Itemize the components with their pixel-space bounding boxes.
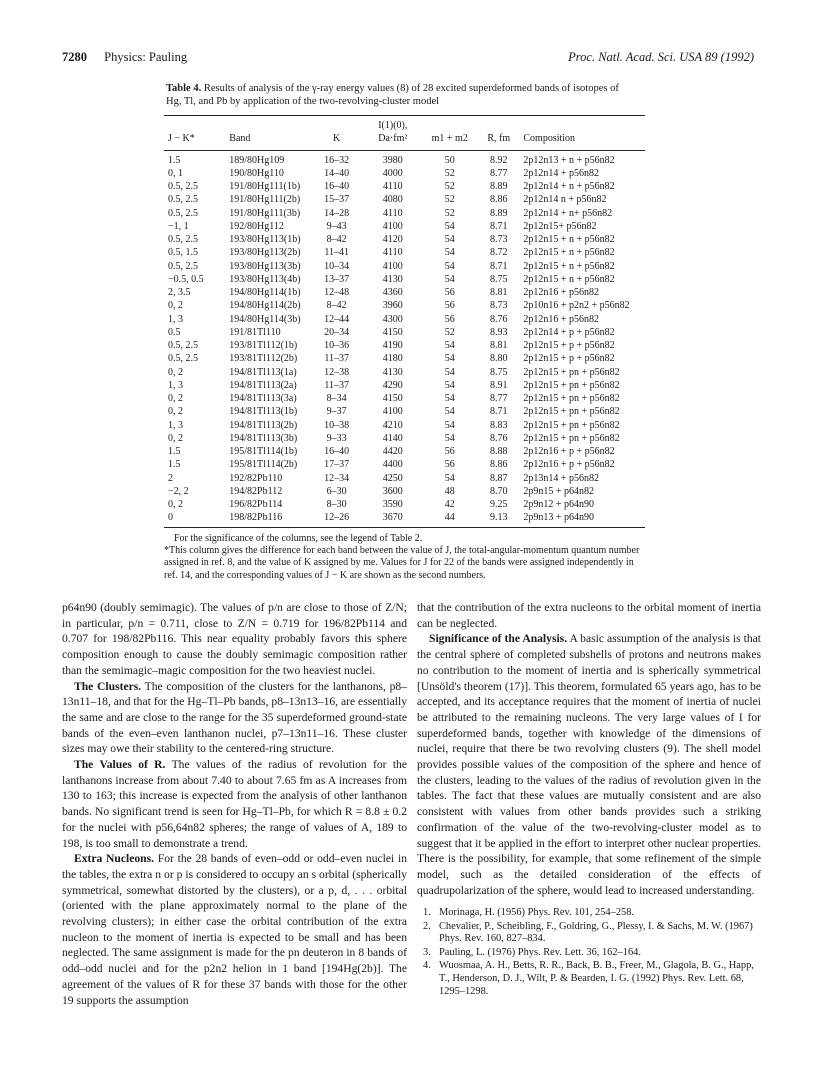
cell-composition: 2p12n16 + p56n82 [523,313,600,325]
table-label: Table 4. [166,83,202,94]
reference-item [417,907,761,920]
cell-j-minus-k: −1, 1 [168,220,189,232]
cell-band: 194/82Pb112 [229,485,283,497]
cell-k: 10–38 [324,419,350,431]
cell-composition: 2p12n15 + pn + p56n82 [523,432,620,444]
cell-j-minus-k: 0, 2 [168,366,183,378]
cell-inertia: 4300 [382,313,403,325]
cell-radius: 9.25 [490,499,508,510]
cell-mass: 54 [444,419,455,431]
cell-inertia: 4290 [382,379,403,391]
table-row [164,458,645,471]
cell-band: 194/81Tl113(2b) [229,419,298,431]
cell-inertia: 4080 [382,194,403,206]
cell-mass: 56 [444,313,455,325]
cell-band: 194/81Tl113(3b) [229,432,298,444]
col-header-inertia-top: I(1)(0), [378,120,408,131]
cell-band: 193/81Tl112(2b) [229,353,298,365]
table-row [164,432,645,445]
paragraph-intro: p64n90 (doubly semimagic). The values of p/n are close to those of Z/N; in particular, p/n = 0.711, close to Z/N = 0.719 for 196/82Pb114 and 0.707 for 198/82Pb116. This near equality probably favors this sphere composition enough to cause the doubly semimagic composition rather than the semimagic–magic composition for the two heaviest nuclei. [62,601,407,677]
table-row [164,220,645,233]
cell-composition: 2p12n15 + p + p56n82 [523,340,615,351]
cell-radius: 8.73 [490,300,508,312]
reference-number: 4. [423,960,431,972]
cell-mass: 56 [444,446,455,457]
cell-k: 9–37 [326,406,347,418]
cell-band: 194/80Hg114(1b) [229,287,301,298]
cell-composition: 2p12n14 n + p56n82 [523,194,607,206]
reference-text: Wuosmaa, A. H., Betts, R. R., Back, B. B., Freer, M., Glagola, B. G., Happ, T., Henderson, D. J., Wilt, P. & Bearden, I. G. (1992) Phys. Rev. Lett. 68, 1295–1298. [439,960,754,997]
table-row [164,260,645,273]
cell-inertia: 3980 [382,154,403,166]
cell-band: 190/80Hg110 [229,167,284,179]
cell-inertia: 3960 [382,300,403,312]
cell-inertia: 4120 [382,234,403,245]
cell-composition: 2p9n15 + p64n82 [523,485,595,497]
cell-radius: 8.81 [490,340,508,351]
cell-composition: 2p12n15 + n + p56n82 [523,247,615,259]
cell-band: 189/80Hg109 [229,154,285,166]
cell-k: 16–40 [324,181,350,192]
cell-j-minus-k: 0.5, 2.5 [168,340,198,351]
cell-j-minus-k: 0, 2 [168,300,183,312]
cell-band: 194/80Hg114(2b) [229,300,301,312]
cell-mass: 56 [444,287,455,298]
cell-j-minus-k: 1, 3 [168,313,183,325]
text-values-r: The values of the radius of revolution for the lanthanons increase from about 7.40 to about 7.65 fm as A increases from 130 to 163; this increase is expected from the analysis of other lanthanon bands. No significant trend is seen for Hg–Tl–Pb, for which R = 8.8 ± 0.2 for the nuclei with p56,64n82 spheres; the range of values of A, 189 to 198, is too small to demonstrate a trend. [62,758,407,850]
cell-band: 194/81Tl113(3a) [229,393,297,404]
cell-inertia: 4100 [382,220,403,232]
cell-j-minus-k: 1.5 [168,154,181,166]
cell-k: 11–37 [324,379,349,391]
text-significance: A basic assumption of the analysis is that the central sphere of completed subshells of protons and neutrons makes no contribution to the moment of inertia and is spherically symmetrical [Unsöld's theorem (17)]. This theorem, formulated 65 years ago, has to be accepted, and its acceptance requires that the moment of inertia of nuclei be attributed to the remaining nucleons. The very large values of I for superdeformed bands, together with knowledge of the dimensions of nuclei, require that there be two revolving clusters (9). The shell model provides possible values of the composition of the sphere and hence of the clusters, leading to the values of the radius of revolution given in the tables. The fact that these values are mutually consistent and are also consistent with values from other bands provides such a striking confirmation of the value of the two-revolving-cluster model as to suggest that it be applied in the effort to interpret other nuclear properties. There is the possibility, for example, that some refinement of the simple model, such as the detailed consideration of the effects of quadrupolarization of the sphere, would lead to increased understanding. [417,632,761,897]
table-row [164,193,645,206]
cell-inertia: 4100 [382,260,403,272]
paragraph-clusters [62,679,407,758]
cell-composition: 2p12n15 + pn + p56n82 [523,406,620,418]
cell-mass: 54 [444,472,455,484]
cell-radius: 9.13 [476,511,521,527]
cell-radius: 8.76 [490,432,508,444]
cell-k: 14–40 [324,167,350,179]
cell-composition: 2p12n14 + p + p56n82 [523,326,615,338]
reference-list [417,907,761,999]
cell-band: 195/81Tl114(2b) [229,459,298,471]
cell-composition: 2p12n15 + n + p56n82 [523,260,615,272]
cell-band: 193/80Hg113(3b) [229,260,301,272]
cell-j-minus-k: 0.5, 2.5 [168,181,198,192]
cell-composition: 2p12n13 + n + p56n82 [523,154,615,166]
cell-radius: 8.77 [490,167,508,179]
cell-k: 11–37 [324,353,349,365]
left-column [62,600,407,1008]
reference-number: 2. [423,920,431,932]
cell-k: 6–30 [326,485,347,497]
reference-item [417,960,761,998]
cell-j-minus-k: 0, 2 [168,406,183,418]
cell-j-minus-k: 0.5, 2.5 [168,260,198,272]
cell-mass: 54 [444,406,455,418]
cell-j-minus-k: −0.5, 0.5 [168,273,204,285]
paragraph-values-r [62,757,407,851]
text-clusters: The composition of the clusters for the lanthanons, p8–13n11–18, and that for the Hg–Tl–Pb bands, p8–13n13–16, are essentially the same and are close to the range for the 35 superdeformed ground-state bands of the even–even lanthanon nuclei, p7–13n11–16. These cluster sizes may owe their stability to the centered-ring structure. [62,679,407,756]
cell-composition: 2p12n16 + p56n82 [523,287,600,298]
reference-item [417,921,761,946]
cell-mass: 50 [444,154,455,166]
cell-radius: 8.86 [490,459,508,471]
table-row [164,485,645,498]
table-notes [164,533,647,582]
cell-band: 191/81Tl110 [229,326,281,338]
table-note-2: *This column gives the difference for each band between the value of J, the total-angular-momentum quantum number assigned in ref. 8, and the value of K assigned by me. Values for J for 22 of the bands were assigned independently in ref. 14, and the corresponding values of J − K are shown as the second numbers. [164,545,640,581]
cell-j-minus-k: 1.5 [168,459,181,471]
cell-radius: 8.77 [490,393,508,404]
cell-composition: 2p12n14 + n+ p56n82 [523,207,613,219]
cell-k: 13–37 [324,273,350,285]
cell-radius: 8.81 [490,287,508,298]
cell-k: 16–32 [324,154,350,166]
cell-radius: 8.71 [490,260,508,272]
cell-composition: 2p12n15 + pn + p56n82 [523,366,620,378]
cell-j-minus-k: 0 [164,511,227,527]
cell-inertia: 4000 [382,167,403,179]
paragraph-extra-nucleons [62,851,407,1008]
cell-inertia: 4190 [382,340,403,351]
cell-j-minus-k: 0, 2 [168,499,183,510]
right-column [417,600,761,898]
col-header-band: Band [227,116,311,148]
cell-band: 194/81Tl113(2a) [229,379,297,391]
cell-inertia: 4250 [382,472,403,484]
cell-k: 12–34 [324,472,350,484]
col-header-k: K [311,116,362,148]
cell-mass: 52 [444,167,455,179]
cell-band: 191/80Hg111(1b) [229,181,301,192]
cell-j-minus-k: 0.5, 2.5 [168,207,198,219]
table-row [164,392,645,405]
cell-j-minus-k: 0.5, 2.5 [168,353,198,365]
table-row [164,405,645,418]
cell-inertia: 4110 [382,207,403,219]
table-row [164,445,645,458]
reference-number: 3. [423,946,431,958]
cell-band: 194/80Hg114(3b) [229,313,301,325]
cell-radius: 8.91 [490,379,508,391]
cell-composition: 2p12n16 + p + p56n82 [523,446,615,457]
table-body [164,150,645,527]
table-row [164,326,645,339]
cell-mass: 42 [444,499,455,510]
paragraph-continuation: that the contribution of the extra nucleons to the orbital moment of inertia can be neglected. [417,601,761,630]
table-row [164,379,645,392]
cell-inertia: 4210 [382,419,403,431]
cell-band: 193/80Hg113(4b) [229,273,301,285]
paragraph-significance [417,631,761,898]
table-note-1: For the significance of the columns, see the legend of Table 2. [174,533,423,544]
cell-composition: 2p12n15 + n + p56n82 [523,234,615,245]
cell-j-minus-k: 1, 3 [168,419,183,431]
cell-radius: 8.72 [490,247,508,259]
cell-radius: 8.86 [490,194,508,206]
table-row [164,419,645,432]
cell-inertia: 4400 [382,459,403,471]
cell-inertia: 4150 [382,393,403,404]
heading-significance: Significance of the Analysis. [429,632,568,646]
cell-band: 191/80Hg111(2b) [229,194,301,206]
cell-k: 10–36 [324,340,350,351]
cell-j-minus-k: 2 [168,472,173,484]
cell-mass: 52 [444,207,455,219]
cell-radius: 8.71 [490,220,508,232]
cell-radius: 8.70 [490,485,508,497]
cell-radius: 8.75 [490,366,508,378]
cell-mass: 56 [444,300,455,312]
cell-band: 193/81Tl112(1b) [229,340,298,351]
cell-j-minus-k: 0.5, 2.5 [168,194,198,206]
cell-mass: 56 [444,459,455,471]
cell-composition: 2p12n16 + p + p56n82 [523,459,615,471]
cell-band: 198/82Pb116 [227,511,311,527]
table-row [164,339,645,352]
cell-mass: 54 [444,234,455,245]
cell-k: 8–34 [326,393,347,404]
cell-mass: 54 [444,432,455,444]
cell-inertia: 4110 [382,247,403,259]
cell-composition: 2p9n12 + p64n90 [523,499,595,510]
table-row [164,366,645,379]
cell-composition: 2p12n14 + n + p56n82 [523,181,615,192]
reference-text: Chevalier, P., Scheibling, F., Goldring, G., Plessy, I. & Sachs, M. W. (1967) Phys. Rev. 160, 827–834. [439,920,753,945]
page-number: 7280 [62,50,87,64]
cell-mass: 48 [444,485,455,497]
cell-band: 191/80Hg111(3b) [229,207,301,219]
cell-k: 10–34 [324,260,350,272]
cell-composition: 2p12n15 + pn + p56n82 [523,393,620,404]
cell-inertia: 4420 [382,446,403,457]
cell-k: 12–48 [324,287,350,298]
heading-clusters: The Clusters. [74,679,142,693]
cell-mass: 54 [444,393,455,404]
header-left [62,50,187,65]
table-row [164,180,645,193]
table-row [164,472,645,485]
cell-k: 17–37 [324,459,350,471]
cell-j-minus-k: 0.5, 2.5 [168,234,198,245]
cell-k: 14–28 [324,207,350,219]
col-header-mass: m1 + m2 [423,116,476,148]
cell-mass: 54 [444,260,455,272]
cell-mass: 54 [444,366,455,378]
cell-j-minus-k: 1.5 [168,446,181,457]
cell-inertia: 4150 [382,326,403,338]
cell-band: 193/80Hg113(1b) [229,234,301,245]
table-row [164,246,645,259]
cell-j-minus-k: 0, 1 [168,167,183,179]
table-row [164,286,645,299]
cell-j-minus-k: 0.5, 1.5 [168,247,198,259]
table-row [164,207,645,220]
cell-inertia: 3590 [382,499,403,510]
cell-inertia: 4110 [382,181,403,192]
cell-radius: 8.80 [490,353,508,365]
cell-inertia: 4130 [382,366,403,378]
cell-composition: 2p12n15 + pn + p56n82 [523,419,620,431]
cell-k: 8–30 [326,499,347,510]
table-row [164,150,645,167]
cell-radius: 8.88 [490,446,508,457]
cell-mass: 54 [444,273,455,285]
cell-k: 8–42 [326,300,347,312]
cell-radius: 8.73 [490,234,508,245]
cell-composition: 2p12n14 + p56n82 [523,167,600,179]
cell-k: 9–43 [326,220,347,232]
cell-inertia: 4180 [382,353,403,365]
cell-inertia: 4100 [382,406,403,418]
table-row [164,167,645,180]
cell-inertia: 4130 [382,273,403,285]
cell-radius: 8.76 [490,313,508,325]
cell-composition: 2p12n15 + pn + p56n82 [523,379,620,391]
table-row [164,313,645,326]
cell-radius: 8.93 [490,326,508,338]
text-extra-nucleons: For the 28 bands of even–odd or odd–even nuclei in the tables, the extra n or p is considered to occupy an s orbital (spherically symmetrical, somewhat distorted by the clusters), or a p, d, . . . orbital (oriented with the plane approximately normal to the plane of the revolving clusters); in either case the orbital contribution of the extra nucleon to the moment of inertia is expected to be small and has been neglected. The same assignment is made for the pn deuteron in 8 bands of odd–odd nuclei and for the p2n2 helion in 1 band [194Hg(2b)]. The agreement of the values of R for these 37 bands with those for the other 19 supports the assumption [62,852,407,1007]
cell-inertia: 3670 [362,511,423,527]
cell-j-minus-k: 0.5 [168,326,181,338]
reference-number: 1. [423,907,431,918]
col-header-jk: J − K* [164,116,227,148]
cell-radius: 8.75 [490,273,508,285]
table-row [164,511,645,527]
table-row [164,233,645,246]
cell-composition: 2p13n14 + p56n82 [523,472,600,484]
cell-band: 194/81Tl113(1b) [229,406,298,418]
cell-mass: 54 [444,379,455,391]
cell-k: 12–26 [311,511,362,527]
reference-text: Pauling, L. (1976) Phys. Rev. Lett. 36, 162–164. [439,946,641,958]
cell-mass: 54 [444,340,455,351]
cell-k: 12–38 [324,366,350,378]
cell-composition: 2p9n13 + p64n90 [521,511,645,527]
cell-composition: 2p12n15+ p56n82 [523,220,597,232]
cell-j-minus-k: 1, 3 [168,379,183,391]
table-row [164,273,645,286]
cell-j-minus-k: 0, 2 [168,432,183,444]
cell-k: 15–37 [324,194,350,206]
table-row [164,352,645,365]
reference-text: Morinaga, H. (1956) Phys. Rev. 101, 254–258. [439,907,635,918]
cell-k: 11–41 [324,247,349,259]
cell-composition: 2p12n15 + n + p56n82 [523,273,615,285]
reference-item [417,947,761,960]
cell-mass: 54 [444,220,455,232]
cell-radius: 8.71 [490,406,508,418]
heading-extra-nucleons: Extra Nucleons. [74,852,155,866]
journal-citation: Proc. Natl. Acad. Sci. USA 89 (1992) [568,50,754,64]
cell-k: 9–33 [326,432,347,444]
cell-mass: 54 [444,353,455,365]
cell-mass: 52 [444,194,455,206]
cell-mass: 54 [444,247,455,259]
heading-values-r: The Values of R. [74,758,166,772]
cell-band: 194/81Tl113(1a) [229,366,297,378]
cell-k: 8–42 [326,234,347,245]
col-header-inertia-unit: Da·fm² [378,133,408,145]
cell-radius: 8.83 [490,419,508,431]
col-header-composition: Composition [521,116,645,148]
cell-mass: 44 [423,511,476,527]
cell-band: 195/81Tl114(1b) [229,446,298,457]
section-title: Physics: Pauling [104,50,188,64]
cell-k: 16–40 [324,446,350,457]
cell-inertia: 3600 [382,485,403,497]
cell-j-minus-k: 2, 3.5 [168,287,191,298]
results-table [164,115,645,528]
table-row [164,299,645,312]
cell-j-minus-k: 0, 2 [168,393,183,404]
page-header [62,50,754,68]
cell-k: 12–44 [324,313,350,325]
cell-radius: 8.87 [490,472,508,484]
cell-inertia: 4140 [382,432,403,444]
cell-band: 196/82Pb114 [229,499,283,510]
cell-mass: 52 [444,326,455,338]
col-header-radius: R, fm [476,116,521,148]
table-caption [166,82,636,108]
cell-composition: 2p10n16 + p2n2 + p56n82 [523,300,630,312]
cell-radius: 8.89 [490,181,508,192]
cell-inertia: 4360 [382,287,403,298]
col-header-inertia [362,116,423,148]
cell-mass: 52 [444,181,455,192]
cell-band: 192/82Pb110 [229,472,283,484]
table-caption-text: Results of analysis of the γ-ray energy values (8) of 28 excited superdeformed bands of isotopes of Hg, Tl, and Pb by application of the two-revolving-cluster model [166,83,619,107]
cell-band: 192/80Hg112 [229,220,284,232]
cell-j-minus-k: −2, 2 [168,485,189,497]
cell-composition: 2p12n15 + p + p56n82 [523,353,615,365]
cell-radius: 8.92 [490,154,508,166]
cell-k: 20–34 [324,326,350,338]
cell-band: 193/80Hg113(2b) [229,247,301,259]
cell-radius: 8.89 [490,207,508,219]
table-row [164,498,645,511]
